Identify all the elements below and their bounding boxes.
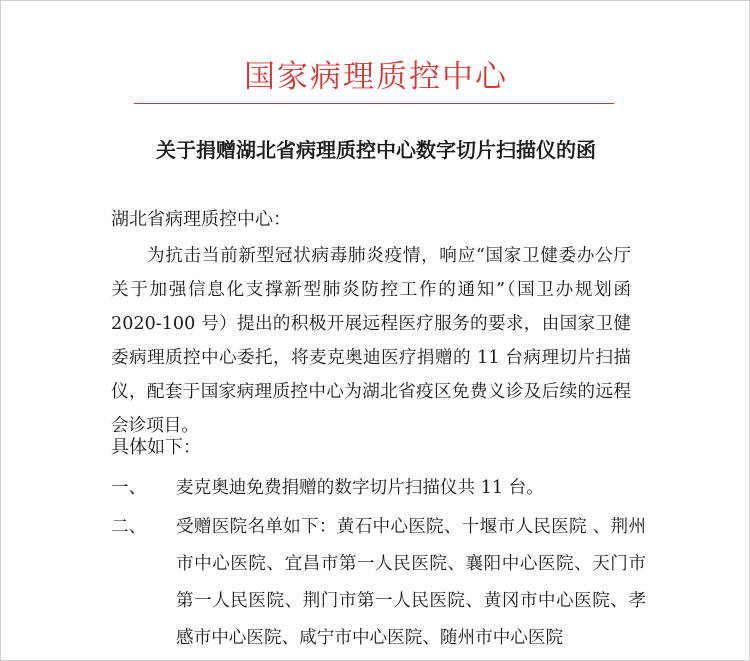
salutation: 湖北省病理质控中心： <box>111 209 291 230</box>
document-title: 关于捐赠湖北省病理质控中心数字切片扫描仪的函 <box>156 138 596 162</box>
list-item-text: 受赠医院名单如下：黄石中心医院、十堰市人民医院 、荆州市中心医院、宜昌市第一人民医院、襄阳中心医院、天门市第一人民医院、荆门市第一人民医院、黄冈市中心医院、孝感市中心医院、咸宁市中心医院、随州市中心医院 <box>176 517 646 648</box>
list-item-number: 一、 <box>111 478 147 498</box>
red-divider-line <box>134 103 614 104</box>
body-paragraph: 为抗击当前新型冠状病毒肺炎疫情，响应“国家卫健委办公厅关于加强信息化支撑新型肺炎防控工作的通知”（国卫办规划函 2020-100 号）提出的积极开展远程医疗服务的要求，由国家卫健委病理质控中心委托，将麦克奥迪医疗捐赠的 11 台病理切片扫描仪，配套于国家病理质控中心为湖北省疫区免费义诊及后续的远程会诊项目。 <box>111 246 631 436</box>
list-item-text: 麦克奥迪免费捐赠的数字切片扫描仪共 11 台。 <box>176 478 544 498</box>
org-title: 国家病理质控中心 <box>244 59 508 95</box>
list-item-number: 二、 <box>111 517 147 537</box>
specific-intro: 具体如下： <box>111 437 201 458</box>
